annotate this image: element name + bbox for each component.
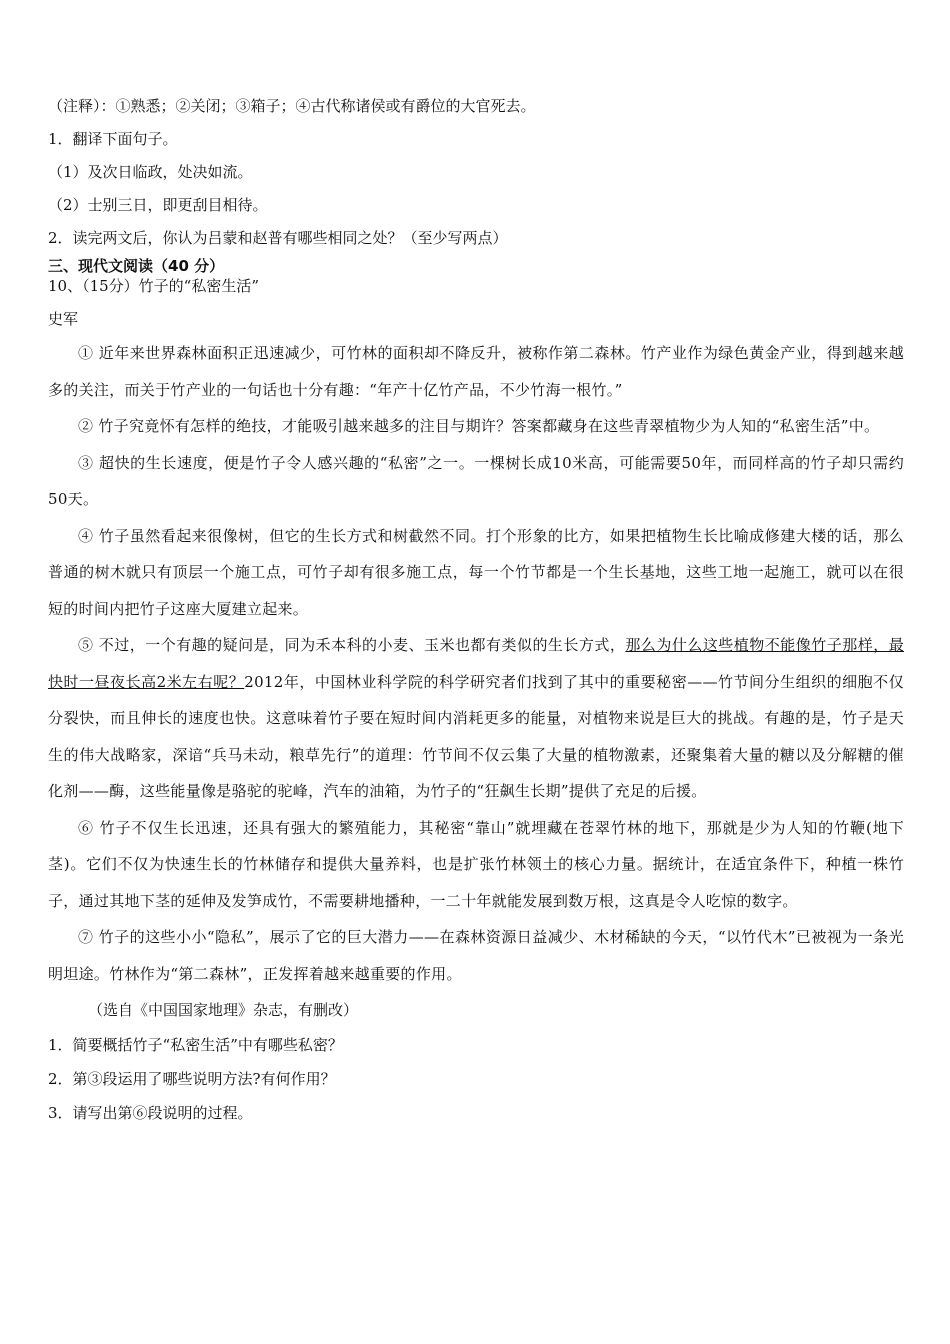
question-2: 2．读完两文后，你认为吕蒙和赵普有哪些相同之处？（至少写两点）: [48, 229, 508, 247]
paragraph-4: ④ 竹子虽然看起来很像树，但它的生长方式和树截然不同。打个形象的比方，如果把植物生长比喻成修建大楼的话，那么普通的树木就只有顶层一个施工点，可竹子却有很多施工点，每一个竹节都是一个生长基地，这些工地一起施工，就可以在很短的时间内把竹子这座大厦建立起来。: [48, 526, 904, 618]
paragraph-5: [48, 627, 904, 810]
section-heading: 三、现代文阅读（40 分）: [48, 257, 225, 275]
paragraph-2: ② 竹子究竟怀有怎样的绝技，才能吸引越来越多的注目与期许？答案都藏身在这些青翠植物少为人知的“私密生活”中。: [78, 417, 880, 435]
question: 2．第③段运用了哪些说明方法?有何作用？: [48, 1070, 336, 1088]
paragraph-7: ⑦ 竹子的这些小小“隐私”，展示了它的巨大潜力——在森林资源日益减少、木材稀缺的今天，“以竹代木”已被视为一条光明坦途。竹林作为“第二森林”，正发挥着越来越重要的作用。: [48, 928, 904, 983]
question-1-1: （1）及次日临政，处决如流。: [48, 163, 253, 181]
notes: （注释）：①熟悉；②关闭；③箱子；④古代称诸侯或有爵位的大官死去。: [48, 97, 536, 115]
question-1: 1．翻译下面句子。: [48, 130, 178, 148]
paragraph-6: ⑥ 竹子不仅生长迅速，还具有强大的繁殖能力，其秘密“靠山”就埋藏在苍翠竹林的地下，那就是少为人知的竹鞭(地下茎)。它们不仅为快速生长的竹林储存和提供大量养料，也是扩张竹林领土的核心力量。据统计，在适宜条件下，种植一株竹子，通过其地下茎的延伸及发笋成竹，不需要耕地播种，一二十年就能发展到数万根，这真是令人吃惊的数字。: [48, 818, 904, 910]
source-citation: （选自《中国国家地理》杂志，有删改）: [88, 1001, 359, 1019]
p5-text-after: 2012年，中国林业科学院的科学研究者们找到了其中的重要秘密——竹节间分生组织的细胞不仅分裂快，而且伸长的速度也快。这意味着竹子要在短时间内消耗更多的能量，对植物来说是巨大的挑战。有趣的是，竹子是天生的伟大战略家，深谙“兵马未动，粮草先行”的道理：竹节间不仅云集了大量的植物激素，还聚集着大量的糖以及分解糖的催化剂——酶，这些能量像是骆驼的驼峰，汽车的油箱，为竹子的“狂飙生长期”提供了充足的后援。: [48, 672, 904, 800]
article-author: 史军: [48, 310, 79, 328]
paragraph-1: ① 近年来世界森林面积正迅速减少，可竹林的面积却不降反升，被称作第二森林。竹产业作为绿色黄金产业，得到越来越多的关注，而关于竹产业的一句话也十分有趣：“年产十亿竹产品，不少竹海一根竹。”: [48, 344, 904, 399]
question-1-2: （2）士别三日，即更刮目相待。: [48, 196, 268, 214]
document-page: [48, 96, 904, 1130]
paragraph-3: ③ 超快的生长速度，便是竹子令人感兴趣的“私密”之一。一棵树长成10米高，可能需要50年，而同样高的竹子却只需约50天。: [48, 453, 904, 508]
p5-text: ⑤ 不过，一个有趣的疑问是，同为禾本科的小麦、玉米也都有类似的生长方式，: [78, 636, 626, 654]
article-title: 10、（15分）竹子的“私密生活”: [48, 277, 260, 295]
p5-underlined-question: 那么为什么这些植物不能像竹子那样，最快时一昼夜长高2米左右呢？: [48, 636, 904, 691]
question: 1．简要概括竹子“私密生活”中有哪些私密？: [48, 1036, 343, 1054]
question: 3．请写出第⑥段说明的过程。: [48, 1104, 253, 1122]
